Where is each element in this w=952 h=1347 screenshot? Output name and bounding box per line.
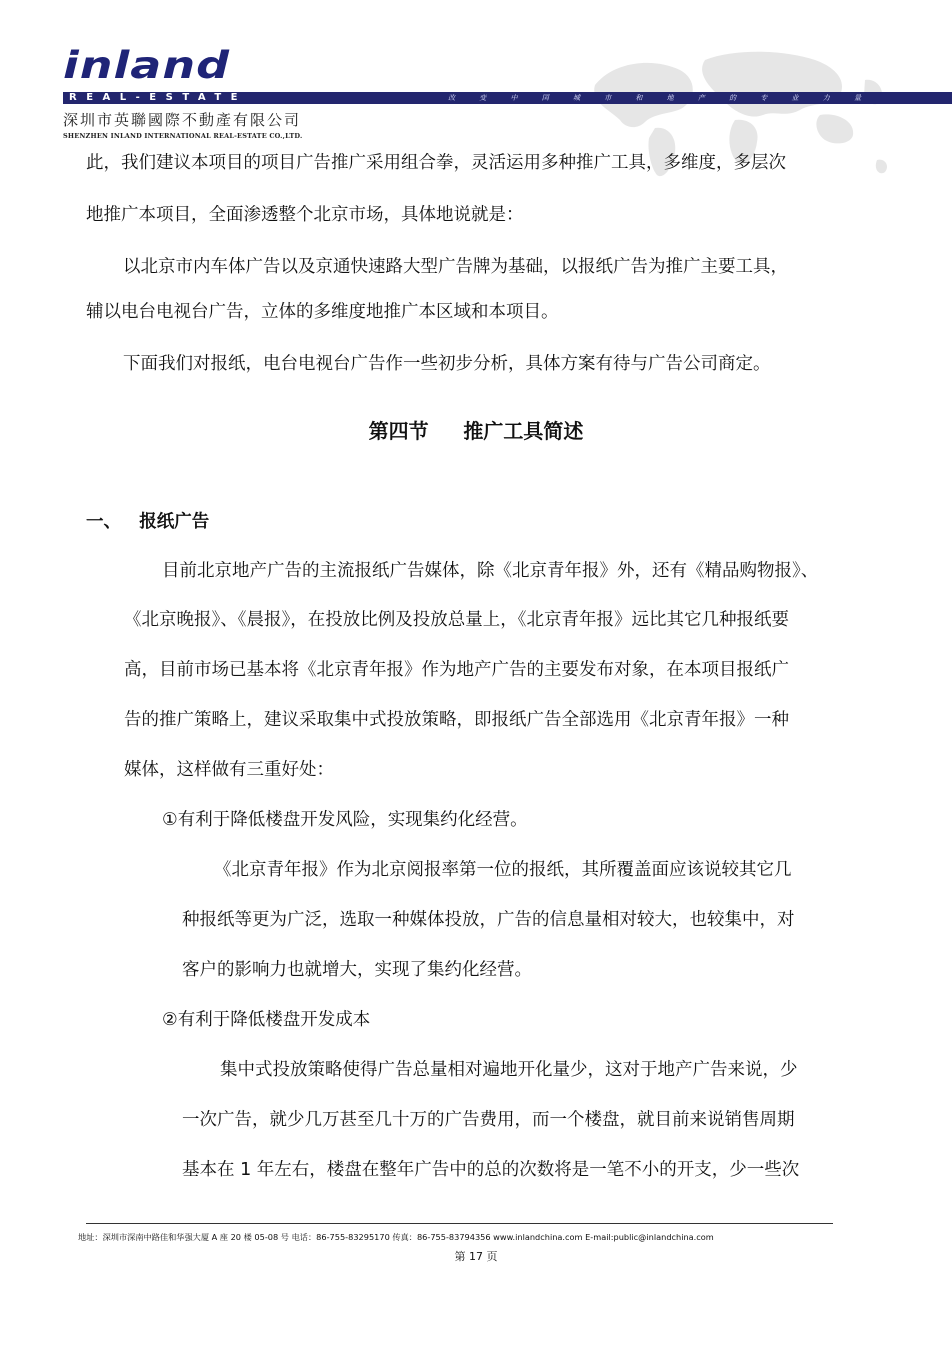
paragraph-line: 《北京晚报》、《晨报》，在投放比例及投放总量上，《北京青年报》远比其它几种报纸要 (124, 610, 789, 630)
benefit-item: ①有利于降低楼盘开发风险，实现集约化经营。 (162, 810, 528, 830)
section-heading: 第四节 推广工具简述 (368, 419, 584, 443)
benefit-item: ②有利于降低楼盘开发成本 (162, 1010, 371, 1030)
paragraph-line: 媒体，这样做有三重好处： (124, 760, 334, 780)
paragraph-line: 告的推广策略上，建议采取集中式投放策略，即报纸广告全部选用《北京青年报》一种 (124, 710, 789, 730)
company-name-english: SHENZHEN INLAND INTERNATIONAL REAL-ESTATE CO.,LTD. (63, 132, 303, 140)
inland-logo: inland (63, 42, 230, 87)
paragraph-line: 基本在 1 年左右，楼盘在整年广告中的总的次数将是一笔不小的开支，少一些次 (182, 1160, 800, 1180)
paragraph-line: 以北京市内车体广告以及京通快速路大型广告牌为基础，以报纸广告为推广主要工具， (123, 257, 788, 277)
subsection-heading: 一、 报纸广告 (86, 512, 210, 532)
header-slogan: 改 变 中 国 城 市 和 地 产 的 专 业 力 量 (448, 94, 872, 102)
paragraph-line: 种报纸等更为广泛，选取一种媒体投放，广告的信息量相对较大，也较集中，对 (182, 910, 795, 930)
page-header (0, 0, 952, 145)
header-band (63, 92, 952, 104)
company-name-chinese: 深圳市英聯國際不動產有限公司 (63, 111, 302, 129)
paragraph-line: 客户的影响力也就增大，实现了集约化经营。 (182, 960, 532, 980)
paragraph-line: 此，我们建议本项目的项目广告推广采用组合拳，灵活运用多种推广工具，多维度，多层次 (86, 153, 786, 173)
footer-address: 地址：深圳市深南中路佳和华强大厦 A 座 20 楼 05-08 号 电话：86-755-83295170 传真：86-755-83794356 www.inlandchina.com E-mail:public@inlandchina.com (78, 1232, 714, 1242)
paragraph-line: 下面我们对报纸，电台电视台广告作一些初步分析，具体方案有待与广告公司商定。 (123, 354, 771, 374)
paragraph-line: 目前北京地产广告的主流报纸广告媒体，除《北京青年报》外，还有《精品购物报》、 (162, 561, 819, 581)
paragraph-line: 高，目前市场已基本将《北京青年报》作为地产广告的主要发布对象，在本项目报纸广 (124, 660, 789, 680)
paragraph-line: 地推广本项目，全面渗透整个北京市场，具体地说就是： (86, 205, 524, 225)
paragraph-line: 一次广告，就少几万甚至几十万的广告费用，而一个楼盘，就目前来说销售周期 (182, 1110, 795, 1130)
paragraph-line: 辅以电台电视台广告，立体的多维度地推广本区域和本项目。 (86, 302, 559, 322)
footer-divider (86, 1223, 833, 1224)
real-estate-label: REAL-ESTATE (69, 92, 247, 103)
page-number: 第 17 页 (454, 1250, 498, 1263)
paragraph-line: 《北京青年报》作为北京阅报率第一位的报纸，其所覆盖面应该说较其它几 (214, 860, 792, 880)
paragraph-line: 集中式投放策略使得广告总量相对遍地开化量少，这对于地产广告来说，少 (220, 1060, 798, 1080)
